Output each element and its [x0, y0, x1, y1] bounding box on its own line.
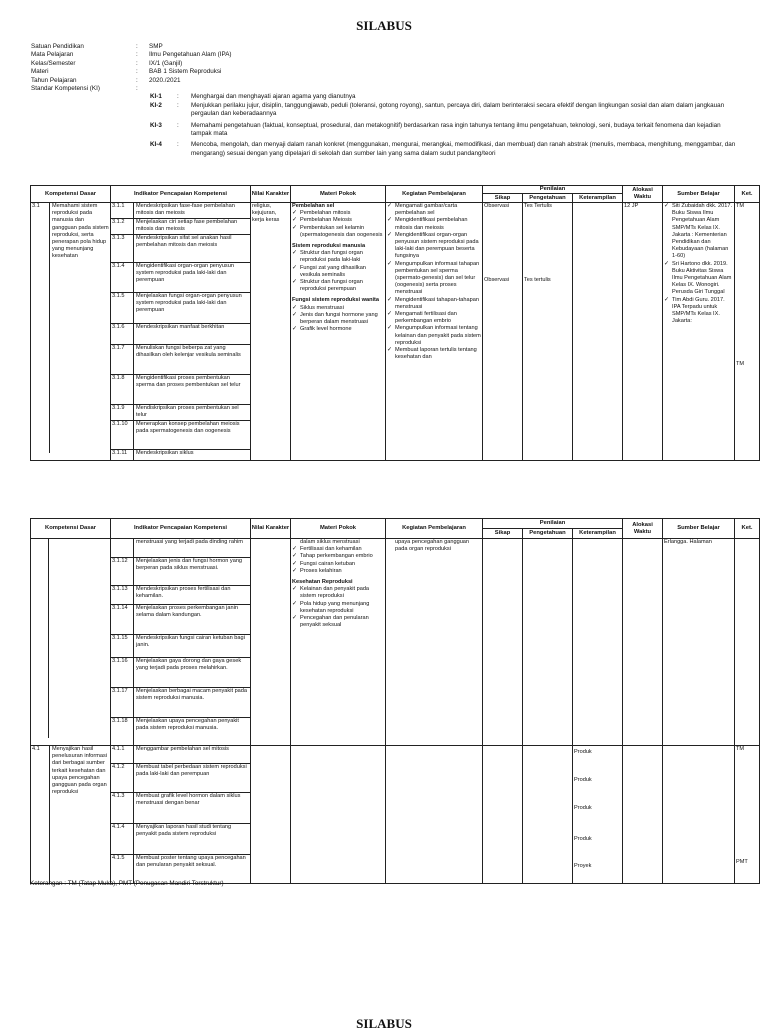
- materi-2: dalam siklus menstruasi ✓ Fertilisasi dan kehamilan ✓ Tahap perkembangan embrio ✓ Fungsi cairan ketuban ✓ Proses kelahiran Kesehatan Reproduksi ✓ Kelainan dan penyakit pada sistem reproduksi ✓ Pola hidup yang menunjang kesehatan reproduksi ✓ Pencegahan dan penularan penyakit seksual: [291, 539, 386, 746]
- header-kd: Kompetensi Dasar: [31, 186, 111, 203]
- kegiatan-1: ✓ Mengamati gambar/carta pembelahan sel ✓ Mengidentifikasi pembelahan mitosis dan meiosis ✓ Mengidentifikasi organ-organ penyusun sistem reproduksi pada laki-laki dan perempuan beserta fungsinya ✓ Mengumpulkan informasi tahapan pembentukan sel sperma (spermato-genesis) dan sel telur (oogenesis) serta proses menstruasi ✓ Mengidentifikasi tahapan-tahapan menstruasi ✓ Mengamati fertilisasi dan perkembangan embrio ✓ Mengumpulkan informasi tentang kelainan dan penyakit pada sistem reproduksi ✓ Membuat laporan tertulis tentang kesehatan dan: [386, 203, 483, 461]
- keterampilan-list: Produk Produk Produk Produk Proyek: [573, 746, 623, 884]
- kd-text: Memahami sistem reproduksi pada manusia dan gangguan pada sistem reproduksi, serta penerapan pola hidup yang menunjang kesehatan: [52, 203, 109, 260]
- header-keterampilan: Keterampilan: [573, 194, 623, 203]
- indicator-list-3: 4.1.1 Menggambar pembelahan sel mitosis 4.1.2 Membuat tabel perbedaan sistem reproduksi pada laki-laki dan perempuan 4.1.3 Membuat grafik level hormon dalam siklus menstruasi dengan benar 4.1.4 Menyajikan laporan hasil studi tentang penyakit pada sistem reproduksi 4.1.5 Membuat poster tentang upaya pencegahan dan penularan penyakit seksual.: [111, 746, 251, 884]
- header-alokasi: Alokasi Waktu: [623, 186, 663, 203]
- header-ket: Ket.: [735, 186, 760, 203]
- materi-1: Pembelahan sel ✓ Pembelahan mitosis ✓ Pembelahan Meiosis ✓ Pembentukan sel kelamin (spermatogenesis dan oogenesis Sistem reproduksi manusia ✓ Struktur dan fungsi organ reproduksi pada laki-laki ✓ Fungsi zat yang dihasilkan vesikula seminalis ✓ Struktur dan fungsi organ reproduksi perempuan Fungsi sistem reproduksi wanita ✓ Siklus menstruasi ✓ Jenis dan fungsi hormone yang berperan dalam menstruasi ✓ Grafik level hormone: [291, 203, 386, 461]
- header-ipk: Indikator Pencapaian Kompetensi: [111, 186, 251, 203]
- sumber-1: ✓ Siti Zubaidah dkk. 2017. Buku Siswa Ilmu Pengetahuan Alam SMP/MTs Kelas IX. Jakarta : Kementerian Pendidikan dan Kebudayaan (halaman 1-60) ✓ Sri Hartono dkk. 2019. Buku Aktivitas Siswa Ilmu Pengetahuan Alam Kelas IX. Wonogiri. Perusda Giri Tunggal ✓ Tim Abdi Guru. 2017. IPA Terpadu untuk SMP/MTs Kelas IX. Jakarta:: [663, 203, 735, 461]
- header-pengetahuan: Pengetahuan: [523, 194, 573, 203]
- kd-text-2: Menyajikan hasil penelusuran informasi dari berbagai sumber terkait kesehatan dan upaya pencegahan gangguan pada organ reproduksi: [52, 746, 108, 796]
- header-penilaian: Penilaian: [483, 186, 623, 194]
- header-kegiatan: Kegiatan Pembelajaran: [386, 186, 483, 203]
- indicator-list-1: 3.1.1 Mendeskripsikan fase-fase pembelahan mitosis dan meiosis 3.1.2 Menjelaskan ciri setiap fase pembelahan mitosis dan meiosis 3.1.3 Mendeskripsikan sifat sel anakan hasil pembelahan mitosis dan meiosis 3.1.4 Mengidentifikasi organ-organ penyusun system reproduksi pada laki-laki dan perempuan 3.1.5 Menjelaskan fungsi organ-organ penyusun system reproduksi pada laki-laki dan perempuan 3.1.6 Mendeskripsikan manfaat berkhitan 3.1.7 Menuliskan fungsi beberpa zat yang dihasilkan oleh kelenjar vesikula seminalis 3.1.8 Mengidentifikasi proses pembentukan sperma dan proses pembentukan sel telur 3.1.9 Mendiskripsikan proses pembentukan sel telur 3.1.10 Menerapkan konsep pembelahan meiosis pada spermatogenesis dan oogenesis 3.1.11 Mendeskripsikan siklus: [111, 203, 251, 461]
- core-competencies: KI-1 : Menghargai dan menghayati ajaran agama yang dianutnya KI-2 : Menjukkan perilaku jujur, disiplin, tanggungjawab, peduli (toleransi, gotong royong), santun, percaya diri, dalam berinteraksi secara efektif dengan lingkungan sosial dan alam dalam jangkauan pergaulan dan keberadaannya KI-3 : Memahami pengetahuan (faktual, konseptual, prosedural, dan metakognitif) berdasarkan rasa ingin tahunya tentang ilmu pengetahuan, teknologi, seni, budaya terkait fenomena dan kejadian tampak mata KI-4 : Mencoba, mengolah, dan menyaji dalam ranah konkret (menggunakan, mengurai, merangkai, memodifikasi, dan membuat) dan ranah abstrak (menulis, membaca, menghitung, menggambar, dan mengarang) sesuai dengan yang dipelajari di sekolah dan sumber lain yang sama dalam sudut pandang/teori: [150, 93, 736, 157]
- syllabus-table-1: Kompetensi Dasar Indikator Pencapaian Kompetensi Nilai Karakter Materi Pokok Kegiatan Pembelajaran Penilaian Alokasi Waktu Sumber Belajar Ket. Sikap Pengetahuan Keterampilan 3.1 Memahami sistem reproduksi pada manusia dan gangguan pada sistem reproduksi, serta penerapan pola hidup yang menunjang kesehatan 3.1.1 Mendeskripsikan fase-fase pembelahan mitosis dan meiosis 3.1.2 Menjelaskan ciri setiap fase pembelahan mitosis dan meiosis 3.1.3 Mendeskripsikan sifat sel anakan hasil pembelahan mitosis dan meiosis 3.1.4 Mengidentifikasi organ-organ penyusun system reproduksi pada laki-laki dan perempuan 3.1.5 Menjelaskan fungsi organ-organ penyusun system reproduksi pada laki-laki dan perempuan 3.1.6 Mendeskripsikan manfaat berkhitan 3.1.7 Menuliskan fungsi beberpa zat yang dihasilkan oleh kelenjar vesikula seminalis 3.1.8 Mengidentifikasi proses pembentukan sperma dan proses pembentukan sel telur 3.1.9 Mendiskripsikan proses pembentukan sel telur 3.1.10 Menerapkan konsep pembelahan meiosis pada spermatogenesis dan oogenesis 3.1.11 Mendeskripsikan siklus religius, kejujuran, kerja keras Pembelahan sel ✓ Pembelahan mitosis ✓ Pembelahan Meiosis ✓ Pembentukan sel kelamin (spermatogenesis dan oogenesis Sistem reproduksi manusia ✓ Struktur dan fungsi organ reproduksi pada laki-laki ✓ Fungsi zat yang dihasilkan vesikula seminalis ✓ Struktur dan fungsi organ reproduksi perempuan Fungsi sistem reproduksi wanita ✓ Siklus menstruasi ✓ Jenis dan fungsi hormone yang berperan dalam menstruasi ✓ Grafik level hormone ✓ Mengamati gambar/carta pembelahan sel ✓ Mengidentifikasi pembelahan mitosis dan meiosis ✓ Mengidentifikasi organ-organ penyusun sistem reproduksi pada laki-laki dan perempuan beserta fungsinya ✓ Mengumpulkan informasi tahapan pembentukan sel sperma (spermato-genesis) dan sel telur (oogenesis) serta proses menstruasi ✓ Mengidentifikasi tahapan-tahapan menstruasi ✓ Mengamati fertilisasi dan perkembangan embrio ✓ Mengumpulkan informasi tentang kelainan dan penyakit pada sistem reproduksi ✓ Membuat laporan tertulis tentang kesehatan dan Observasi Observasi Tes Tertulis Tes tertulis 12 JP ✓ Siti Zubaidah dkk. 2017. Buku Siswa Ilmu Pengetahuan Alam SMP/MTs Kelas IX. Jakarta : Kementerian Pendidikan dan Kebudayaan (halaman 1-60) ✓ Sri Hartono dkk. 2019. Buku Aktivitas Siswa Ilmu Pengetahuan Alam Kelas IX. Wonogiri. Perusda Giri Tunggal ✓ Tim Abdi Guru. 2017. IPA Terpadu untuk SMP/MTs Kelas IX. Jakarta: TM TM: [30, 185, 760, 461]
- karakter-text: religius, kejujuran, kerja keras: [251, 203, 291, 461]
- page-title: SILABUS: [356, 18, 412, 33]
- footnote: Keterangan : TM (Tatap Muka), PMT (Penugasan Mandiri Terstruktur): [30, 880, 224, 887]
- identity-block: Satuan Pendidikan : SMP Mata Pelajaran : Ilmu Pengetahuan Alam (IPA) Kelas/Semester : IX/1 (Ganjil) Materi : BAB 1 Sistem Reproduksi Tahun Pelajaran : 2020./2021 Standar Kompetensi (KI) : KI-1 : Menghargai dan menghayati ajaran agama yang dianutnya KI-2 : Menjukkan perilaku jujur, disiplin, tanggungjawab, peduli (toleransi, gotong royong), santun, percaya diri, dalam berinteraksi secara efektif dengan lingkungan sosial dan alam dalam jangkauan pergaulan dan keberadaannya KI-3 : Memahami pengetahuan (faktual, konseptual, prosedural, dan metakognitif) berdasarkan rasa ingin tahunya tentang ilmu pengetahuan, teknologi, seni, budaya terkait fenomena dan kejadian tampak mata KI-4 : Mencoba, mengolah, dan menyaji dalam ranah konkret (menggunakan, mengurai, merangkai, memodifikasi, dan membuat) dan ranah abstrak (menulis, membaca, menghitung, menggambar, dan mengarang) sesuai dengan yang dipelajari di sekolah dan sumber lain yang sama dalam sudut pandang/teori: [31, 43, 736, 157]
- header-sumber: Sumber Belajar: [663, 186, 735, 203]
- header-sikap: Sikap: [483, 194, 523, 203]
- syllabus-table-2: Kompetensi Dasar Indikator Pencapaian Kompetensi Nilai Karakter Materi Pokok Kegiatan Pembelajaran Penilaian Alokasi Waktu Sumber Belajar Ket. Sikap Pengetahuan Keterampilan menstruasi yang terjadi pada dinding rahim 3.1.12 Menjelaskan jenis dan fungsi hormon yang berperan pada siklus menstruasi. 3.1.13 Mendeskripsikan proses fertilisasi dan kehamilan. 3.1.14 Menjelaskan proses perkembangan janin selama dalam kandungan. 3.1.15 Mendeskripsikan fungsi cairan ketuban bagi janin. 3.1.16 Menjelaskan gaya dorong dan gaya gesek yang terjadi pada proses melahirkan. 3.1.17 Menjelaskan berbagai macam penyakit pada sistem reproduksi manusia. 3.1.18 Menjelaskan upaya pencegahan penyakit pada sistem reproduksi manusia. dalam siklus menstruasi ✓ Fertilisasi dan kehamilan ✓ Tahap perkembangan embrio ✓ Fungsi cairan ketuban ✓ Proses kelahiran Kesehatan Reproduksi ✓ Kelainan dan penyakit pada sistem reproduksi ✓ Pola hidup yang menunjang kesehatan reproduksi ✓ Pencegahan dan penularan penyakit seksual upaya pencegahan gangguan pada organ reproduksi Erlangga. Halaman 4.1 Menyajikan hasil penelusuran informasi dari berbagai sumber terkait kesehatan dan upaya pencegahan gangguan pada organ reproduksi 4.1.1 Menggambar pembelahan sel mitosis 4.1.2 Membuat tabel perbedaan sistem reproduksi pada laki-laki dan perempuan 4.1.3 Membuat grafik level hormon dalam siklus menstruasi dengan benar 4.1.4 Menyajikan laporan hasil studi tentang penyakit pada sistem reproduksi 4.1.5 Membuat poster tentang upaya pencegahan dan penularan penyakit seksual. Produk Produk Produk Produk Proyek TM PMT: [30, 518, 760, 884]
- header-materi: Materi Pokok: [291, 186, 386, 203]
- next-page-title: SILABUS: [356, 1016, 412, 1031]
- indicator-list-2: menstruasi yang terjadi pada dinding rahim 3.1.12 Menjelaskan jenis dan fungsi hormon yang berperan pada siklus menstruasi. 3.1.13 Mendeskripsikan proses fertilisasi dan kehamilan. 3.1.14 Menjelaskan proses perkembangan janin selama dalam kandungan. 3.1.15 Mendeskripsikan fungsi cairan ketuban bagi janin. 3.1.16 Menjelaskan gaya dorong dan gaya gesek yang terjadi pada proses melahirkan. 3.1.17 Menjelaskan berbagai macam penyakit pada sistem reproduksi manusia. 3.1.18 Menjelaskan upaya pencegahan penyakit pada sistem reproduksi manusia.: [111, 539, 251, 746]
- header-karakter: Nilai Karakter: [251, 186, 291, 203]
